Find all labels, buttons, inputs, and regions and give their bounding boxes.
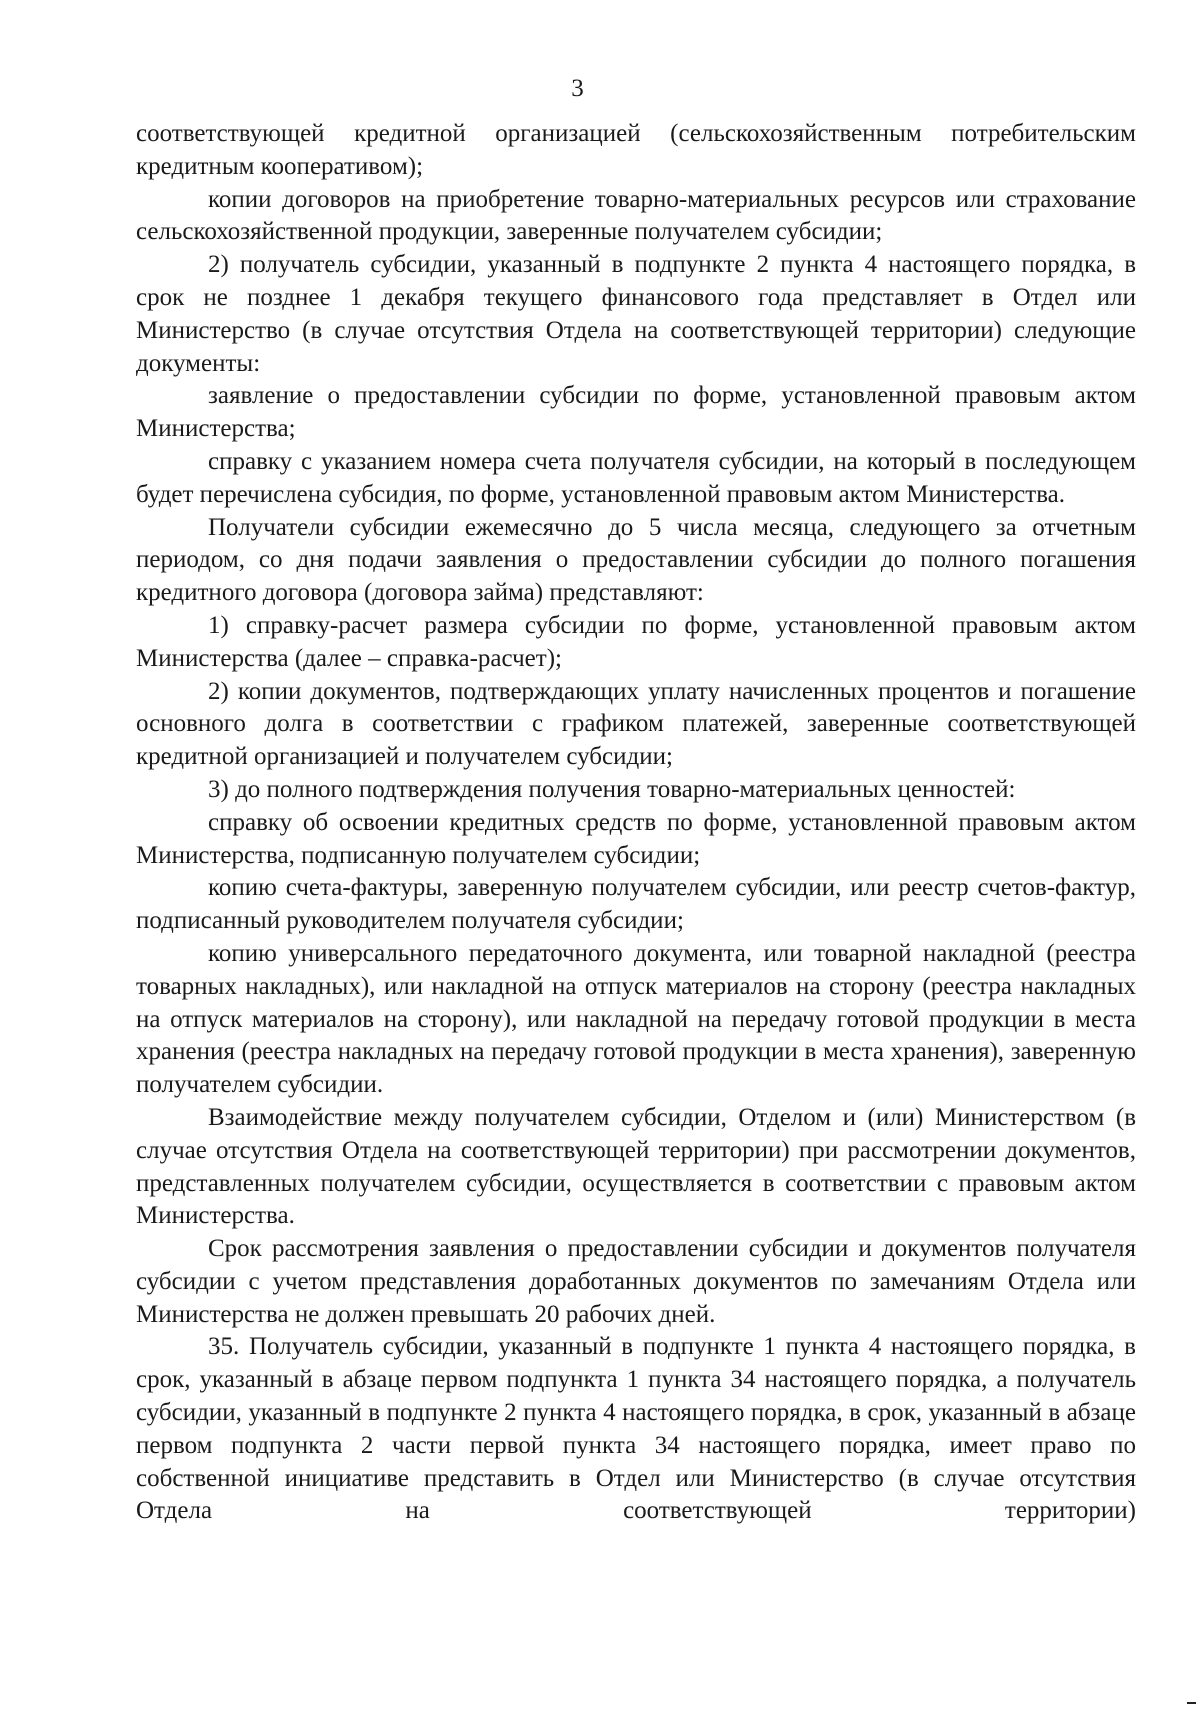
paragraph: справку об освоении кредитных средств по форме, установленной правовым актом Министерства, подписанную получателем субсидии; (136, 808, 1136, 869)
paragraph: 35. Получатель субсидии, указанный в подпункте 1 пункта 4 настоящего порядка, в срок, указанный в абзаце первом подпункта 1 пункта 34 настоящего порядка, а получатель субсидии, указанный в подпункте 2 пункта 4 настоящего порядка, в срок, указанный в абзаце первом подпункта 2 части первой пункта 34 настоящего порядка, имеет право по собственной инициативе представить в Отдел или Министерство (в случае отсутствия Отдела на соответствующей территории) (136, 1333, 1136, 1525)
paragraph: копию универсального передаточного документа, или товарной накладной (реестра товарных накладных), или накладной на отпуск материалов на сторону (реестра накладных на отпуск материалов на сторону), или накладной на передачу готовой продукции в места хранения (реестра накладных на передачу готовой продукции в места хранения), заверенную получателем субсидии. (136, 939, 1136, 1099)
paragraph: справку с указанием номера счета получателя субсидии, на который в последующем будет перечислена субсидия, по форме, установленной правовым актом Министерства. (136, 447, 1136, 508)
paragraph: заявление о предоставлении субсидии по форме, установленной правовым актом Министерства; (136, 382, 1136, 443)
paragraph: 1) справку-расчет размера субсидии по форме, установленной правовым актом Министерства (далее – справка-расчет); (136, 611, 1136, 672)
paragraph: Получатели субсидии ежемесячно до 5 числа месяца, следующего за отчетным периодом, со дня подачи заявления о предоставлении субсидии до полного погашения кредитного договора (договора займа) представляют: (136, 513, 1136, 607)
paragraph: 2) получатель субсидии, указанный в подпункте 2 пункта 4 настоящего порядка, в срок не позднее 1 декабря текущего финансового года представляет в Отдел или Министерство (в случае отсутствия Отдела на соответствующей территории) следующие документы: (136, 251, 1136, 377)
page-number: 3 (571, 75, 584, 102)
paragraph: 3) до полного подтверждения получения товарно-материальных ценностей: (208, 775, 1016, 803)
document-body (136, 118, 1136, 1528)
paragraph: соответствующей кредитной организацией (сельскохозяйственным потребительским кредитным кооперативом); (136, 120, 1136, 180)
paragraph: Взаимодействие между получателем субсидии, Отделом и (или) Министерством (в случае отсутствия Отдела на соответствующей территории) при рассмотрении документов, представленных получателем субсидии, осуществляется в соответствии с правовым актом Министерства. (136, 1103, 1136, 1230)
scan-edge-mark (1187, 1702, 1196, 1704)
paragraph: копию счета-фактуры, заверенную получателем субсидии, или реестр счетов-фактур, подписанный руководителем получателя субсидии; (136, 874, 1136, 935)
paragraph: копии договоров на приобретение товарно-материальных ресурсов или страхование сельскохозяйственной продукции, заверенные получателем субсидии; (136, 185, 1136, 246)
paragraph: Срок рассмотрения заявления о предоставлении субсидии и документов получателя субсидии с учетом представления доработанных документов по замечаниям Отдела или Министерства не должен превышать 20 рабочих дней. (136, 1235, 1136, 1328)
paragraph: 2) копии документов, подтверждающих уплату начисленных процентов и погашение основного долга в соответствии с графиком платежей, заверенные соответствующей кредитной организацией и получателем субсидии; (136, 677, 1136, 771)
